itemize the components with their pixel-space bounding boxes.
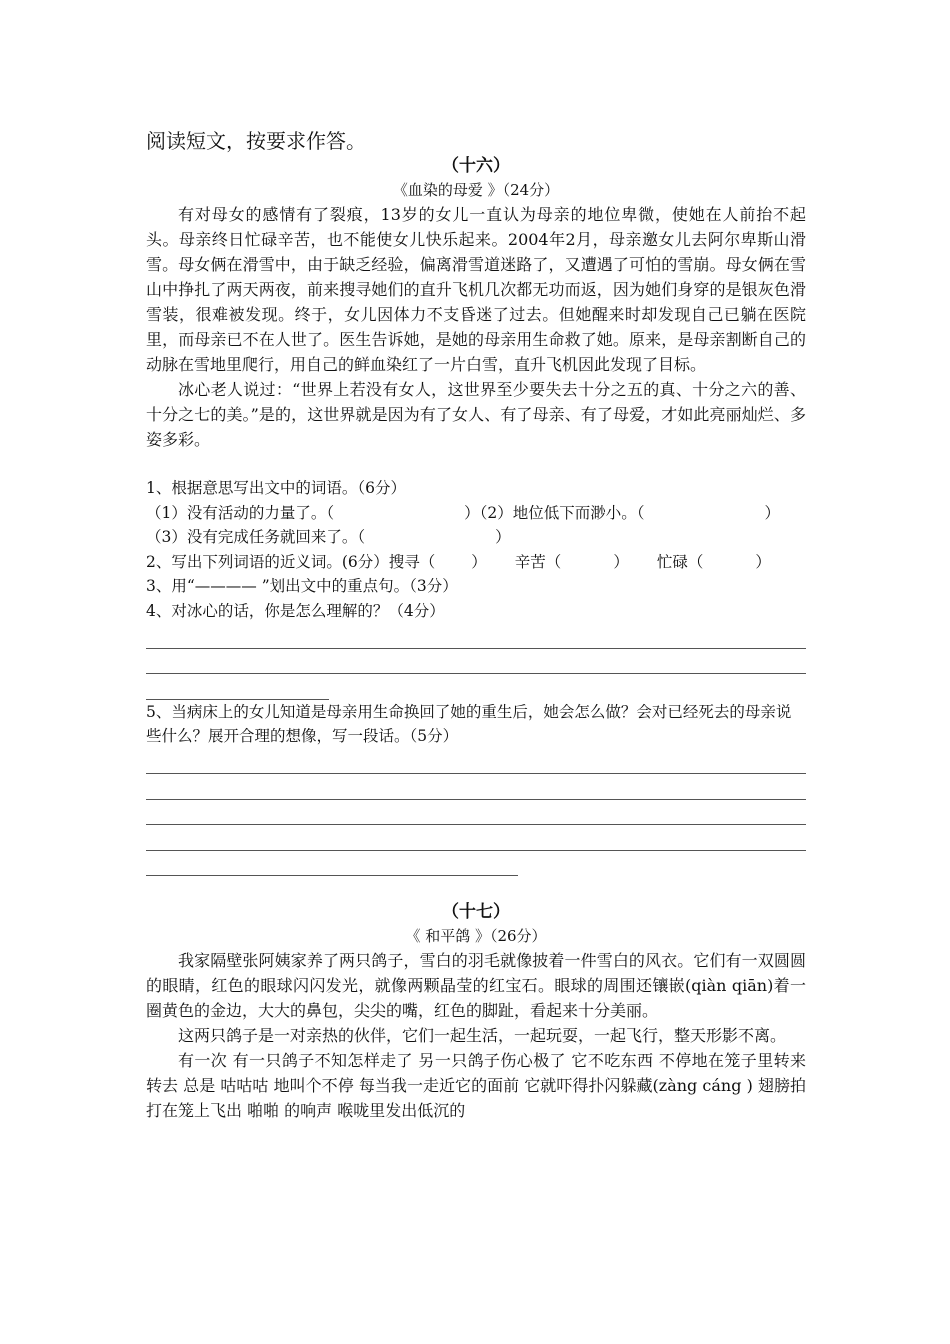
q2-close-3: ） [755,552,771,571]
answer-line[interactable] [146,674,329,700]
q1-item-1-label: （1）没有活动的力量了。（ [146,503,335,522]
section-17-title: （十七） [442,902,510,922]
section-17-paragraph-2: 这两只鸽子是一对亲热的伙伴，它们一起生活，一起玩耍，一起飞行，整天形影不离。 [178,1026,787,1045]
section-17-paragraph-1: 我家隔壁张阿姨家养了两只鸽子，雪白的羽毛就像披着一件雪白的风衣。它们有一双圆圆的眼睛，红色的眼球闪闪发光，就像两颗晶莹的红宝石。眼球的周围还镶嵌(qiàn qiān)着一圈黄色的金边，大大的鼻包，尖尖的嘴，红色的脚趾，看起来十分美丽。 [146,951,806,1020]
section-17-subtitle: 《 和平鸽 》（26分） [405,927,547,945]
section-16-title: （十六） [442,156,510,176]
answer-line[interactable] [146,623,806,649]
q2-close-2: ） [613,552,629,571]
q1-item-3-label: （3）没有完成任务就回来了。（ [146,528,366,546]
worksheet-content [146,128,806,1123]
answer-line[interactable] [146,851,518,877]
q1-item-2-close: ） [764,503,781,522]
spacer [146,452,806,476]
answer-line[interactable] [146,749,806,775]
answer-line[interactable] [146,825,806,851]
instruction-heading: 阅读短文，按要求作答。 [146,129,366,153]
q2-close-1: ） [471,552,487,571]
question-1: 1、根据意思写出文中的词语。（6分） [146,479,406,497]
q2-word-2: 辛苦（ [514,552,562,571]
section-16-subtitle: 《血染的母爱 》（24分） [392,181,560,199]
answer-line[interactable] [146,800,806,826]
q1-item-3-close: ） [495,528,511,546]
q2-label: 2、写出下列词语的近义词。(6分）搜寻（ [146,552,436,571]
question-1-item-3 [146,525,806,550]
section-16-paragraph-1: 有对母女的感情有了裂痕，13岁的女儿一直认为母亲的地位卑微，使她在人前抬不起头。母亲终日忙碌辛苦，也不能使女儿快乐起来。2004年2月，母亲邀女儿去阿尔卑斯山滑雪。母女俩在滑雪中，由于缺乏经验，偏离滑雪道迷路了，又遭遇了可怕的雪崩。母女俩在雪山中挣扎了两天两夜，前来搜寻她们的直升飞机几次都无功而返，因为她们身穿的是银灰色滑雪装，很难被发现。终于，女儿因体力不支昏迷了过去。但她醒来时却发现自己已躺在医院里，而母亲已不在人世了。医生告诉她，是她的母亲用生命救了她。原来，是母亲割断自己的动脉在雪地里爬行，用自己的鲜血染红了一片白雪，直升飞机因此发现了目标。 [146,205,806,374]
question-5: 5、当病床上的女儿知道是母亲用生命换回了她的重生后，她会怎么做？会对已经死去的母亲说些什么？展开合理的想像，写一段话。（5分） [146,702,792,745]
question-4: 4、对冰心的话，你是怎么理解的？（4分） [146,601,445,620]
answer-line[interactable] [146,649,806,675]
section-17-paragraph-3: 有一次 有一只鸽子不知怎样走了 另一只鸽子伤心极了 它不吃东西 不停地在笼子里转来转去 总是 咕咕咕 地叫个不停 每当我一走近它的面前 它就吓得扑闪躲藏(zàng cáng ) 翅膀拍打在笼上飞出 啪啪 的响声 喉咙里发出低沉的 [146,1051,806,1120]
question-1-items-1-2 [146,501,806,526]
question-2 [146,550,806,575]
question-3: 3、用“———— ”划出文中的重点句。（3分） [146,577,458,595]
answer-line[interactable] [146,774,806,800]
q1-item-2-label: ）（2）地位低下而渺小。（ [464,503,645,522]
spacer [146,876,806,900]
q2-word-3: 忙碌（ [656,552,704,571]
section-16-paragraph-2: 冰心老人说过：“世界上若没有女人，这世界至少要失去十分之五的真、十分之六的善、十分之七的美。”是的，这世界就是因为有了女人、有了母亲、有了母爱，才如此亮丽灿烂、多姿多彩。 [146,380,806,449]
